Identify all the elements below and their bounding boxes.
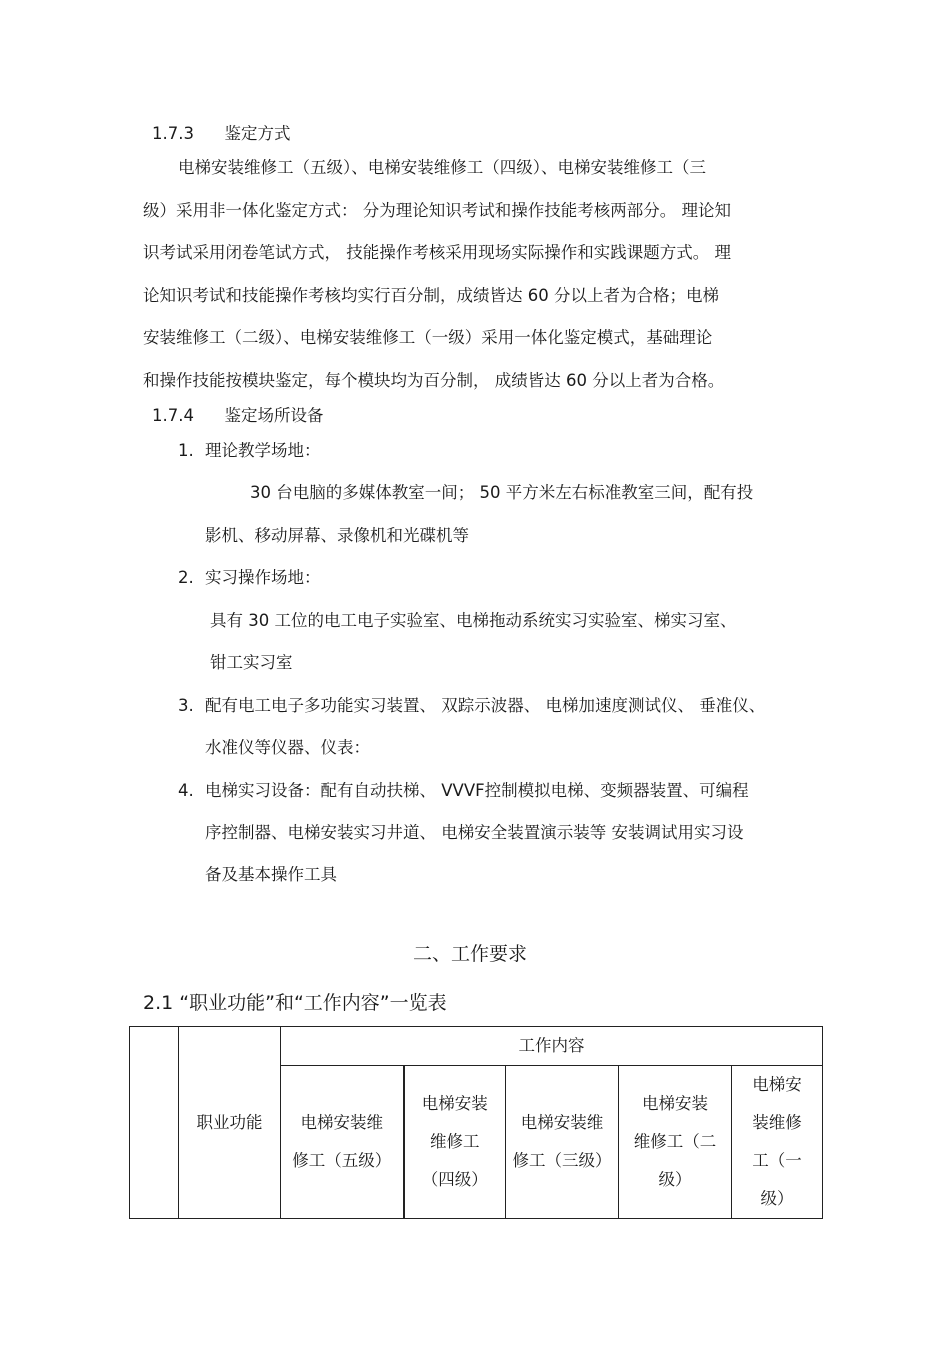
work-content-table: [129, 1026, 823, 1219]
list-item-text: 理论教学场地：: [205, 441, 321, 460]
chapter-title: 二、工作要求: [412, 943, 527, 965]
list-item-text: 钳工实习室: [210, 653, 293, 672]
list-item-text: 水准仪等仪器、仪表：: [205, 738, 370, 757]
list-item-text: 实习操作场地：: [205, 568, 321, 587]
section-title: 鉴定场所设备: [224, 406, 324, 425]
table-title: 2.1 “职业功能”和“工作内容”一览表: [143, 992, 447, 1014]
paragraph-line: 识考试采用闭卷笔试方式， 技能操作考核采用现场实际操作和实践课题方式。 理: [143, 243, 731, 262]
section-1-7-4-heading: [152, 405, 323, 427]
table-header-function: 职业功能: [179, 1027, 281, 1219]
list-item-text: 30 台电脑的多媒体教室一间； 50 平方米左右标准教室三间，配有投: [250, 483, 754, 502]
section-1-7-3-heading: [152, 123, 290, 145]
list-item-text: 配有电工电子多功能实习装置、 双踪示波器、 电梯加速度测试仪、 垂准仪、: [205, 696, 766, 715]
list-item-number: 1.: [178, 441, 194, 460]
list-item-text: 序控制器、电梯安装实习井道、 电梯安全装置演示装等 安装调试用实习设: [205, 823, 744, 842]
list-item-number: 2.: [178, 568, 194, 587]
list-item-text: 备及基本操作工具: [205, 865, 337, 884]
list-item-number: 3.: [178, 696, 194, 715]
table-header-level-5: 电梯安装维 修工（五级）: [281, 1066, 404, 1219]
list-item-text: 影机、移动屏幕、录像机和光碟机等: [205, 526, 469, 545]
paragraph-line: 论知识考试和技能操作考核均实行百分制，成绩皆达 60 分以上者为合格；电梯: [143, 286, 719, 305]
section-title: 鉴定方式: [224, 124, 291, 143]
table-header-content: 工作内容: [281, 1027, 823, 1066]
paragraph-line: 电梯安装维修工（五级）、电梯安装维修工（四级）、电梯安装维修工（三: [178, 158, 706, 177]
paragraph-line: 安装维修工（二级）、电梯安装维修工（一级）采用一体化鉴定模式，基础理论: [143, 328, 713, 347]
table-header-level-3: 电梯安装维 修工（三级）: [506, 1066, 619, 1219]
paragraph-line: 和操作技能按模块鉴定，每个模块均为百分制， 成绩皆达 60 分以上者为合格。: [143, 371, 725, 390]
list-item-text: 电梯实习设备：配有自动扶梯、 VVVF控制模拟电梯、变频器装置、可编程: [205, 781, 749, 800]
list-item-number: 4.: [178, 781, 194, 800]
table-header-level-1: 电梯安 装维修 工（一 级）: [732, 1066, 823, 1219]
table-header-level-2: 电梯安装 维修工（二 级）: [619, 1066, 732, 1219]
section-number: 1.7.4: [152, 406, 194, 425]
list-item-text: 具有 30 工位的电工电子实验室、电梯拖动系统实习实验室、梯实习室、: [210, 611, 737, 630]
table-blank-cell: [130, 1027, 179, 1219]
paragraph-line: 级）采用非一体化鉴定方式： 分为理论知识考试和操作技能考核两部分。 理论知: [143, 201, 731, 220]
section-number: 1.7.3: [152, 124, 194, 143]
table-header-level-4: 电梯安装 维修工 （四级）: [404, 1066, 506, 1219]
